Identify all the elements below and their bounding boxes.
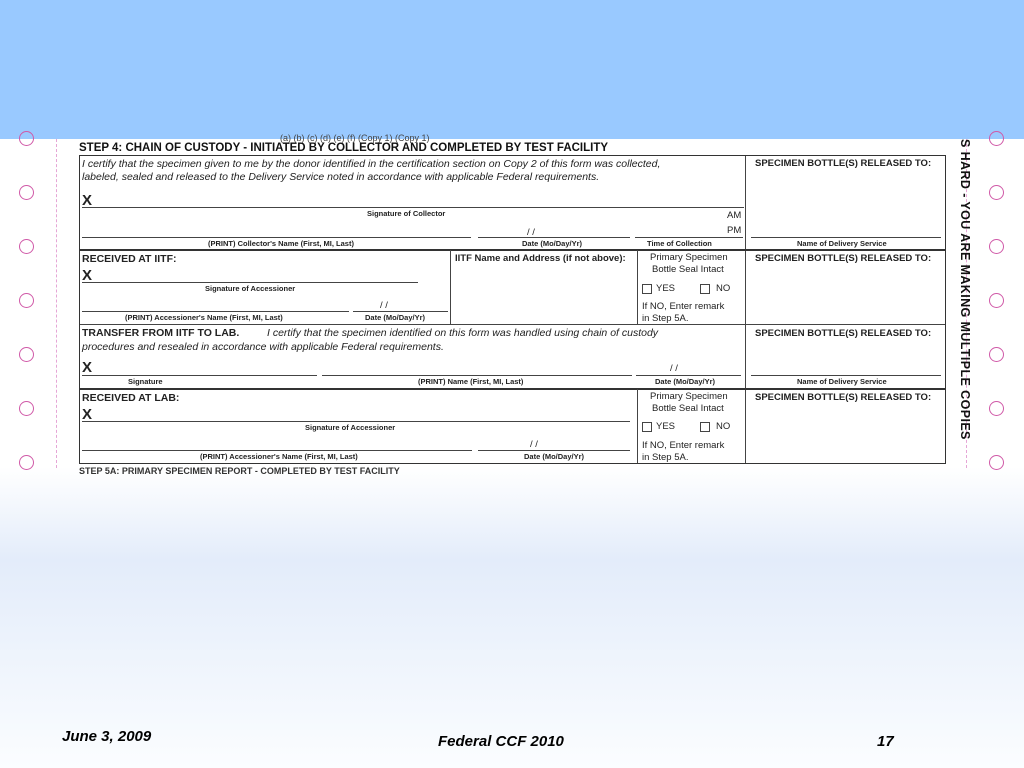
released-to-header-2: SPECIMEN BOTTLE(S) RELEASED TO: <box>755 253 932 264</box>
lab-yes-label: YES <box>656 421 676 432</box>
iitf-if-no-text-2: in Step 5A. <box>642 313 689 324</box>
transfer-date-line[interactable] <box>636 375 741 376</box>
lab-seal-intact-label: Bottle Seal Intact <box>652 403 724 414</box>
top-cut-text: (a) (b) (c) (d) (e) (f) (Copy 1) (Copy 1) <box>280 133 430 143</box>
iitf-seal-intact-label: Bottle Seal Intact <box>652 264 724 275</box>
transfer-text-line-1: I certify that the specimen identified on this form was handled using chain of custody <box>267 327 659 339</box>
section-divider-2 <box>80 324 945 325</box>
collector-name-line[interactable] <box>82 237 471 238</box>
transfer-print-name-label: (PRINT) Name (First, MI, Last) <box>418 377 524 386</box>
left-punch-hole-icon <box>19 131 34 146</box>
transfer-signature-line[interactable] <box>82 375 317 376</box>
transfer-date-slashes: / / <box>670 363 678 374</box>
lab-primary-specimen-label: Primary Specimen <box>650 391 728 402</box>
right-column-divider <box>745 156 746 463</box>
delivery-service-label-2: Name of Delivery Service <box>797 377 887 386</box>
right-punch-hole-icon <box>989 401 1004 416</box>
lab-date-line[interactable] <box>478 450 630 451</box>
iitf-no-label: NO <box>716 283 731 294</box>
lab-accessioner-name-label: (PRINT) Accessioner's Name (First, MI, Last) <box>200 452 358 461</box>
lab-accessioner-name-line[interactable] <box>82 450 472 451</box>
iitf-signature-of-accessioner-label: Signature of Accessioner <box>205 284 296 293</box>
iitf-column-divider <box>450 250 451 324</box>
released-to-header-1: SPECIMEN BOTTLE(S) RELEASED TO: <box>755 158 932 169</box>
lab-if-no-text-2: in Step 5A. <box>642 452 689 463</box>
iitf-primary-specimen-label: Primary Specimen <box>650 252 728 263</box>
lab-x-mark: X <box>82 406 93 423</box>
iitf-accessioner-signature-line[interactable] <box>82 282 418 283</box>
right-punch-hole-icon <box>989 347 1004 362</box>
iitf-x-mark: X <box>82 267 93 284</box>
lab-signature-of-accessioner-label: Signature of Accessioner <box>305 423 396 432</box>
lab-yes-checkbox[interactable] <box>642 422 652 432</box>
chain-of-custody-table <box>79 155 946 464</box>
footer-date: June 3, 2009 <box>62 728 152 745</box>
right-punch-hole-icon <box>989 239 1004 254</box>
lab-no-label: NO <box>716 421 731 432</box>
form-image <box>0 133 1024 476</box>
collector-signature-line[interactable] <box>82 207 744 208</box>
lab-seal-column-divider <box>637 389 638 463</box>
lab-date-slashes: / / <box>530 439 538 450</box>
section-divider-3 <box>80 388 945 390</box>
bottom-cut-text: STEP 5A: PRIMARY SPECIMEN REPORT - COMPLETED BY TEST FACILITY <box>79 466 400 476</box>
footer-page-number: 17 <box>877 733 894 750</box>
collector-x-mark: X <box>82 192 93 209</box>
left-punch-hole-icon <box>19 455 34 470</box>
left-punch-hole-icon <box>19 293 34 308</box>
received-at-lab-title: RECEIVED AT LAB: <box>82 392 180 404</box>
delivery-service-line-1[interactable] <box>751 237 941 238</box>
transfer-signature-label: Signature <box>128 377 163 386</box>
signature-of-collector-label: Signature of Collector <box>367 209 446 218</box>
left-punch-hole-icon <box>19 401 34 416</box>
left-punch-hole-icon <box>19 185 34 200</box>
iitf-no-checkbox[interactable] <box>700 284 710 294</box>
iitf-name-address-label: IITF Name and Address (if not above): <box>455 253 626 264</box>
iitf-yes-label: YES <box>656 283 676 294</box>
step4-title: STEP 4: CHAIN OF CUSTODY - INITIATED BY COLLECTOR AND COMPLETED BY TEST FACILITY <box>79 142 609 154</box>
iitf-date-line[interactable] <box>353 311 448 312</box>
released-to-header-4: SPECIMEN BOTTLE(S) RELEASED TO: <box>755 392 932 403</box>
side-warning-text: S HARD - YOU ARE MAKING MULTIPLE COPIES <box>958 139 972 440</box>
left-punch-hole-icon <box>19 239 34 254</box>
transfer-title: TRANSFER FROM IITF TO LAB. <box>82 327 240 339</box>
lab-if-no-text-1: If NO, Enter remark <box>642 440 725 451</box>
collector-date-slashes: / / <box>527 227 535 238</box>
transfer-text-line-2: procedures and resealed in accordance with applicable Federal requirements. <box>82 341 444 353</box>
iitf-seal-column-divider <box>637 250 638 324</box>
iitf-date-label: Date (Mo/Day/Yr) <box>365 313 426 322</box>
collection-time-line[interactable] <box>635 237 743 238</box>
transfer-date-label: Date (Mo/Day/Yr) <box>655 377 716 386</box>
lab-accessioner-signature-line[interactable] <box>82 421 630 422</box>
collector-name-label: (PRINT) Collector's Name (First, MI, Last) <box>208 239 354 248</box>
collector-date-label: Date (Mo/Day/Yr) <box>522 239 583 248</box>
footer-title: Federal CCF 2010 <box>438 733 564 750</box>
right-punch-hole-icon <box>989 185 1004 200</box>
right-punch-hole-icon <box>989 455 1004 470</box>
section-divider-1 <box>80 249 945 251</box>
top-title-band <box>0 0 1024 139</box>
iitf-yes-checkbox[interactable] <box>642 284 652 294</box>
left-punch-hole-icon <box>19 347 34 362</box>
delivery-service-label-1: Name of Delivery Service <box>797 239 887 248</box>
iitf-if-no-text-1: If NO, Enter remark <box>642 301 725 312</box>
iitf-date-slashes: / / <box>380 300 388 311</box>
transfer-x-mark: X <box>82 359 93 376</box>
left-perforation-line <box>56 139 57 468</box>
am-label: AM <box>727 210 742 221</box>
delivery-service-line-2[interactable] <box>751 375 941 376</box>
certify-text-line-2: labeled, sealed and released to the Delivery Service noted in accordance with applicable Federal requirements. <box>82 171 600 183</box>
certify-text-line-1: I certify that the specimen given to me by the donor identified in the certification section on Copy 2 of this form was collected, <box>82 158 661 170</box>
pm-label: PM <box>727 225 742 236</box>
released-to-header-3: SPECIMEN BOTTLE(S) RELEASED TO: <box>755 328 932 339</box>
time-of-collection-label: Time of Collection <box>647 239 712 248</box>
lab-no-checkbox[interactable] <box>700 422 710 432</box>
right-punch-hole-icon <box>989 131 1004 146</box>
lab-date-label: Date (Mo/Day/Yr) <box>524 452 585 461</box>
right-punch-hole-icon <box>989 293 1004 308</box>
transfer-name-line[interactable] <box>322 375 632 376</box>
received-at-iitf-title: RECEIVED AT IITF: <box>82 253 177 265</box>
iitf-accessioner-name-label: (PRINT) Accessioner's Name (First, MI, Last) <box>125 313 283 322</box>
collector-date-line[interactable] <box>478 237 630 238</box>
iitf-accessioner-name-line[interactable] <box>82 311 349 312</box>
